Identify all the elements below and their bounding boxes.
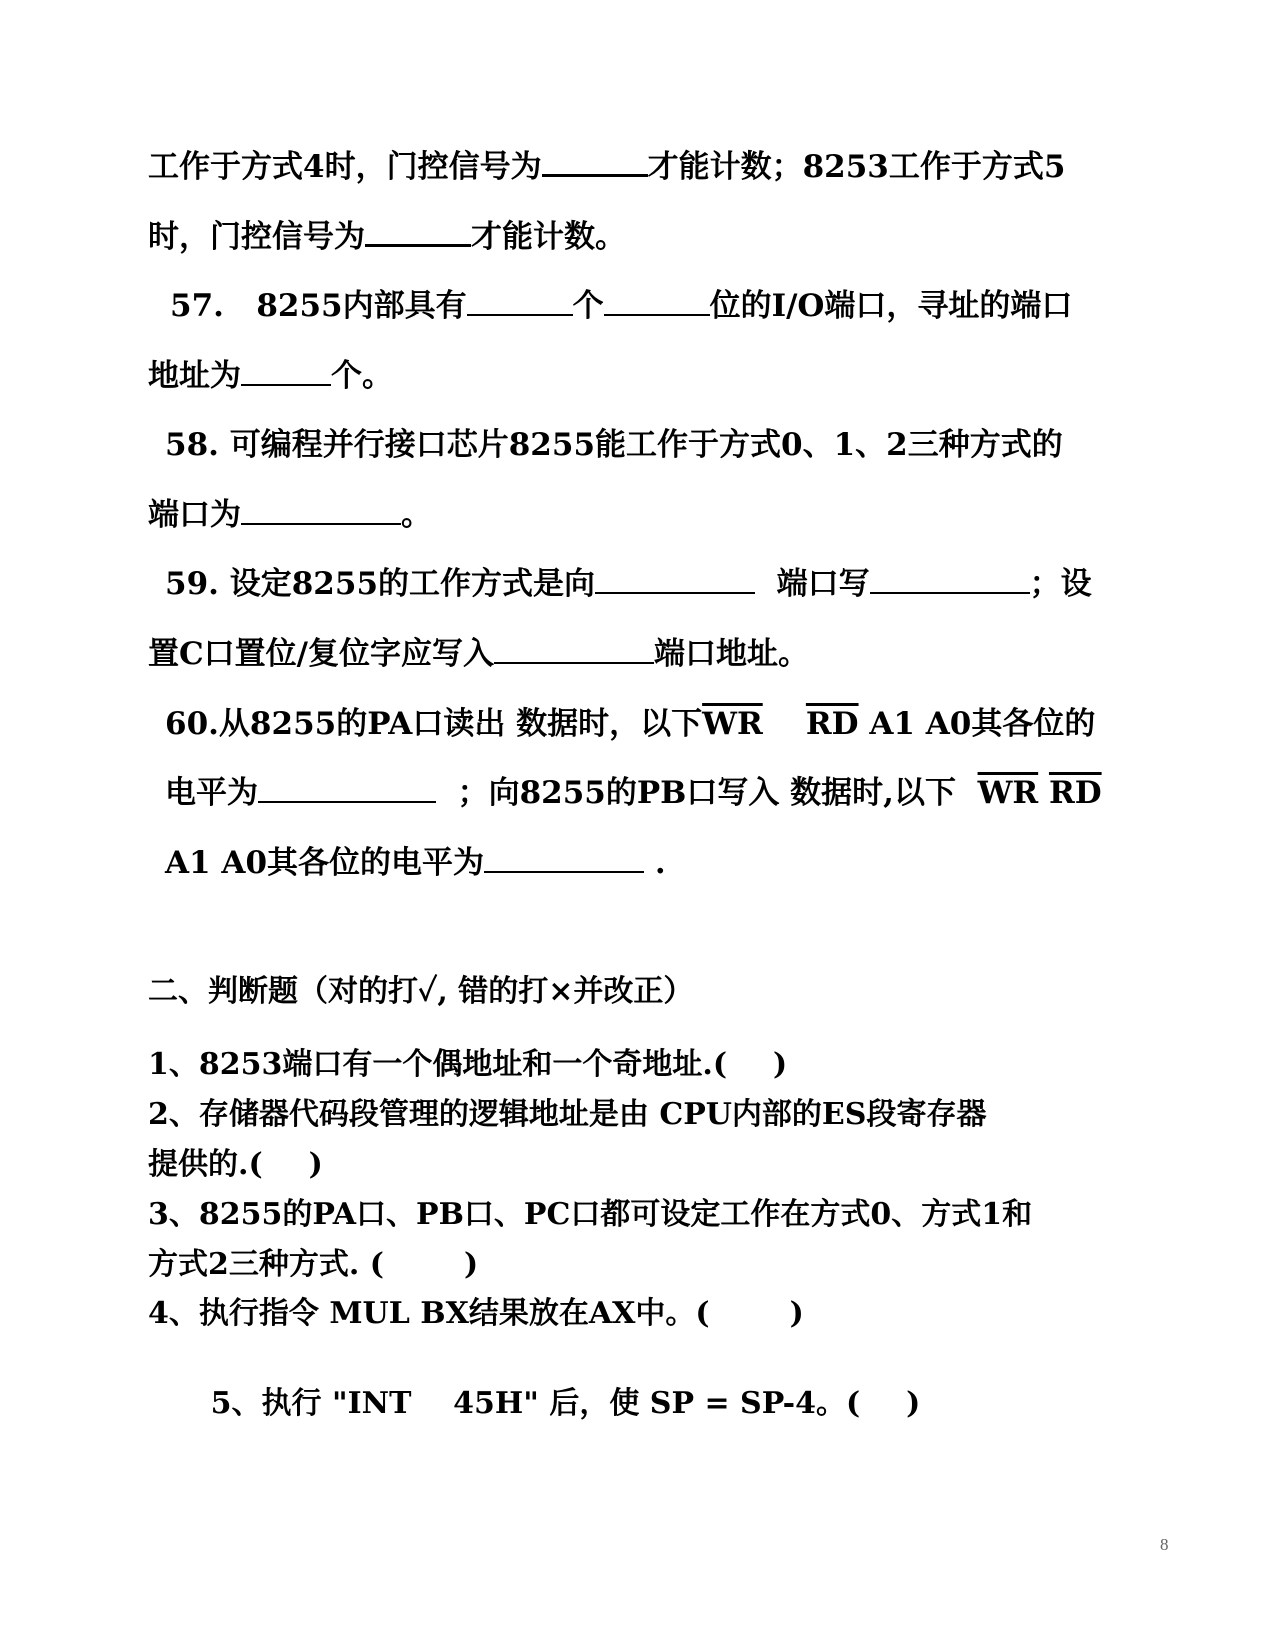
answer-blank[interactable] xyxy=(484,843,644,873)
judge-text: 提供的.( xyxy=(148,1147,263,1182)
q56-text: 时，门控信号为 xyxy=(148,219,365,255)
q59-text: ；设 xyxy=(1029,566,1092,602)
q57-text: 个。 xyxy=(331,358,393,394)
judge-text: 3、8255的PA口、PB口、PC口都可设定工作在方式0、方式1和 xyxy=(148,1197,1033,1232)
paren-close: ) xyxy=(463,1247,479,1282)
judge-text: 2、存储器代码段管理的逻辑地址是由 CPU内部的ES段寄存器 xyxy=(148,1097,987,1132)
answer-blank[interactable] xyxy=(365,216,471,247)
question-number: 58. xyxy=(165,427,219,463)
paren-close: ) xyxy=(906,1386,921,1421)
q59-text: 设定8255的工作方式是向 xyxy=(229,566,596,602)
question-number: 57. xyxy=(170,288,224,324)
q57-text: 位的I/O端口，寻址的端口 xyxy=(709,288,1073,324)
answer-blank[interactable] xyxy=(258,773,436,803)
q60-text: 60.从8255的PA口读出 数据时，以下 xyxy=(165,706,703,742)
judge-item-3 xyxy=(148,1195,1032,1235)
q56-line-2 xyxy=(148,216,626,257)
answer-blank[interactable] xyxy=(595,564,755,594)
judge-item-3-cont xyxy=(148,1245,478,1285)
q58-text: 。 xyxy=(401,497,432,533)
rd-signal: $\overline{RD}$ xyxy=(1048,775,1102,811)
judge-text: 1、8253端口有一个偶地址和一个奇地址.( xyxy=(148,1047,728,1082)
judge-item-2 xyxy=(148,1095,986,1135)
q58-text: 可编程并行接口芯片8255能工作于方式0、1、2三种方式的 xyxy=(229,427,1063,463)
page-number: 8 xyxy=(1160,1535,1169,1554)
q59-line-2 xyxy=(148,634,809,674)
answer-blank[interactable] xyxy=(604,286,710,316)
question-number: 59. xyxy=(165,566,219,602)
judge-text: 5、执行 "INT 45H" 后，使 SP = SP-4。( xyxy=(210,1386,861,1421)
wr-signal: $\overline{WR}$ xyxy=(977,775,1039,811)
q57-text: 8255内部具有 xyxy=(256,288,467,324)
wr-signal: $\overline{WR}$ xyxy=(702,706,763,742)
judge-item-5 xyxy=(148,1344,920,1464)
q57-text: 地址为 xyxy=(148,358,241,394)
q60-line-3 xyxy=(165,843,666,883)
q60-line-2 xyxy=(165,773,1102,813)
section-heading: 二、判断题（对的打✓, 错的打×并改正） xyxy=(148,974,694,1009)
judge-item-4 xyxy=(148,1294,804,1334)
answer-blank[interactable] xyxy=(467,286,573,316)
q56-text: 才能计数。 xyxy=(471,219,626,255)
q56-text: 工作于方式4时，门控信号为 xyxy=(148,149,542,185)
paren-close: ) xyxy=(773,1047,788,1082)
q60-text: ；向8255的PB口写入 数据时,以下 xyxy=(457,775,956,811)
paren-close: ) xyxy=(789,1296,804,1331)
answer-blank[interactable] xyxy=(241,495,401,525)
q56-line-1 xyxy=(148,146,1065,187)
q59-text: 端口地址。 xyxy=(654,636,809,672)
q60-text: 电平为 xyxy=(165,775,258,811)
q56-text: 才能计数；8253工作于方式5 xyxy=(647,149,1066,185)
q59-line-1 xyxy=(165,564,1092,604)
answer-blank[interactable] xyxy=(870,564,1030,594)
judge-text: 方式2三种方式. ( xyxy=(148,1247,384,1282)
q60-line-1 xyxy=(165,704,1095,744)
rd-signal: $\overline{RD}$ xyxy=(805,706,859,742)
q58-line-1 xyxy=(165,425,1063,465)
q60-text: . xyxy=(654,845,666,881)
answer-blank[interactable] xyxy=(494,634,654,664)
q58-line-2 xyxy=(148,495,432,535)
q57-text: 个 xyxy=(572,288,604,324)
paren-close: ) xyxy=(308,1147,323,1182)
judge-text: 4、执行指令 MUL BX结果放在AX中。( xyxy=(148,1296,710,1331)
q57-line-1 xyxy=(170,286,1072,326)
q58-text: 端口为 xyxy=(148,497,241,533)
q60-text: A1 A0其各位的电平为 xyxy=(165,845,485,881)
q60-text: A1 A0其各位的 xyxy=(869,706,1096,742)
q57-line-2 xyxy=(148,356,393,396)
q59-text: 端口写 xyxy=(776,566,870,602)
judge-item-1 xyxy=(148,1045,787,1085)
judge-item-2-cont xyxy=(148,1145,323,1185)
answer-blank[interactable] xyxy=(542,146,648,177)
q59-text: 置C口置位/复位字应写入 xyxy=(148,636,494,672)
answer-blank[interactable] xyxy=(241,356,331,386)
